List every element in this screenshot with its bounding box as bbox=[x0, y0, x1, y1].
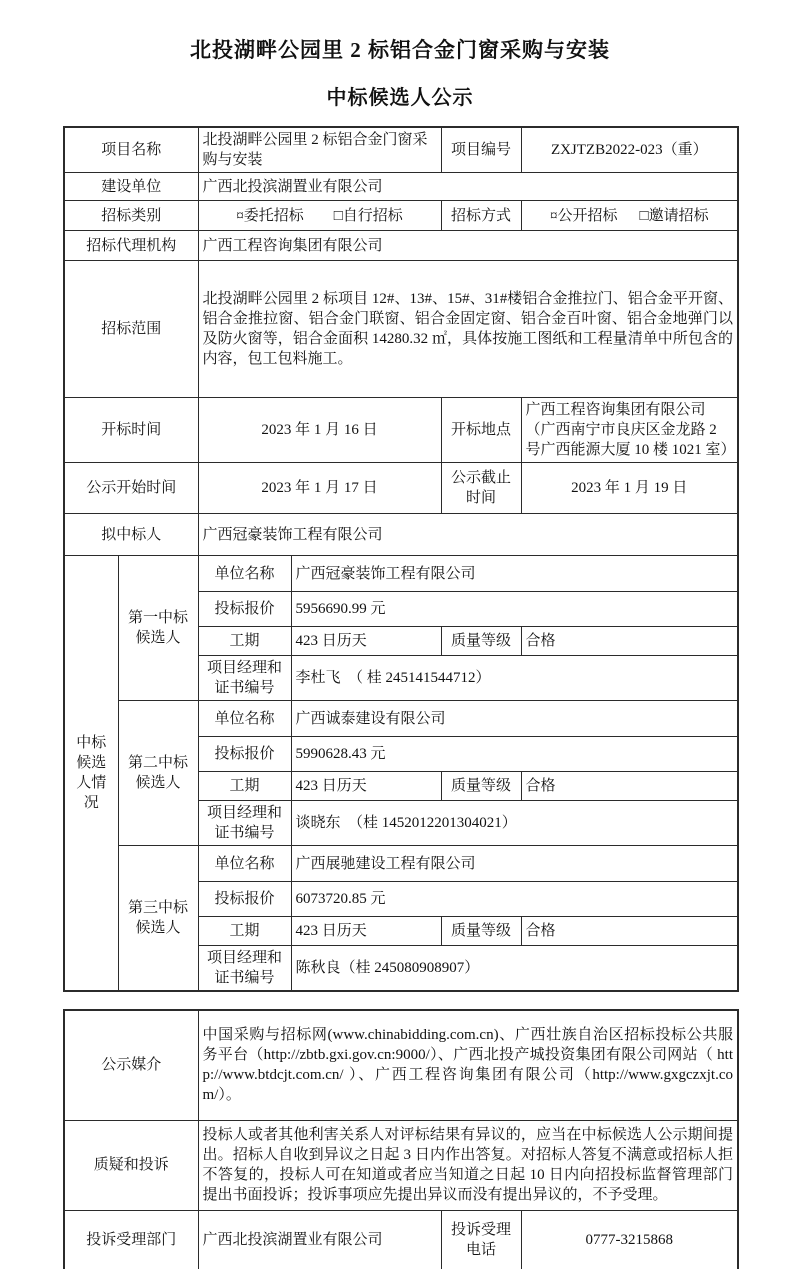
bid-method-option-1-label: 公开招标 bbox=[557, 207, 618, 224]
publicity-end-label: 公示截止时间 bbox=[441, 463, 521, 514]
open-place-value: 广西工程咨询集团有限公司（广西南宁市良庆区金龙路 2 号广西能源大厦 10 楼 1021 室） bbox=[521, 398, 738, 463]
proposed-winner-label: 拟中标人 bbox=[64, 514, 198, 556]
candidate-2-duration: 423 日历天 bbox=[291, 772, 441, 801]
bid-method-label: 招标方式 bbox=[441, 201, 521, 231]
project-no-label: 项目编号 bbox=[441, 127, 521, 173]
candidate-1-rank-label: 第一中标候选人 bbox=[118, 556, 198, 701]
company-label: 单位名称 bbox=[198, 556, 291, 592]
quality-label: 质量等级 bbox=[441, 627, 521, 656]
title-line-1: 北投湖畔公园里 2 标铝合金门窗采购与安装 bbox=[190, 38, 610, 62]
complaint-phone-value: 0777-3215868 bbox=[521, 1210, 738, 1269]
price-label: 投标报价 bbox=[198, 592, 291, 627]
quality-label: 质量等级 bbox=[441, 772, 521, 801]
candidate-2-price: 5990628.43 元 bbox=[291, 737, 738, 772]
bid-method-value bbox=[521, 201, 738, 231]
proposed-winner-value: 广西冠豪装饰工程有限公司 bbox=[198, 514, 738, 556]
objection-value: 投标人或者其他利害关系人对评标结果有异议的，应当在中标候选人公示期间提出。招标人自收到异议之日起 3 日内作出答复。对招标人答复不满意或招标人拒不答复的，投标人可在知道或者应当知道之日起 10 日内向招投标监督管理部门提出书面投诉；投诉事项应先提出异议而没有提出异议的，不予受理。 bbox=[198, 1120, 738, 1210]
scope-value: 北投湖畔公园里 2 标项目 12#、13#、15#、31#楼铝合金推拉门、铝合金平开窗、铝合金推拉窗、铝合金门联窗、铝合金固定窗、铝合金百叶窗、铝合金地弹门以及防火窗等，铝合金面积 14280.32 ㎡，具体按施工图纸和工程量清单中所包含的内容，包工包料施工。 bbox=[198, 261, 738, 398]
table-row bbox=[64, 514, 738, 556]
checkbox-checked-icon: ¤ bbox=[549, 207, 558, 224]
publicity-start-label: 公示开始时间 bbox=[64, 463, 198, 514]
title-line-2: 中标候选人公示 bbox=[326, 87, 474, 109]
checkbox-unchecked-icon: □ bbox=[639, 207, 649, 224]
media-label: 公示媒介 bbox=[64, 1010, 198, 1120]
duration-label: 工期 bbox=[198, 917, 291, 946]
publicity-start-value: 2023 年 1 月 17 日 bbox=[198, 463, 441, 514]
manager-label: 项目经理和证书编号 bbox=[198, 801, 291, 846]
candidate-2-rank-label: 第二中标候选人 bbox=[118, 701, 198, 846]
table-row bbox=[64, 201, 738, 231]
price-label: 投标报价 bbox=[198, 882, 291, 917]
bid-category-option-1 bbox=[236, 206, 304, 226]
table-row bbox=[64, 846, 738, 882]
document-title bbox=[0, 0, 800, 110]
bid-method-option-2-label: 邀请招标 bbox=[648, 207, 709, 224]
duration-label: 工期 bbox=[198, 772, 291, 801]
table-row bbox=[64, 231, 738, 261]
owner-value: 广西北投滨湖置业有限公司 bbox=[198, 173, 738, 201]
bid-info-table bbox=[63, 126, 739, 992]
quality-label: 质量等级 bbox=[441, 917, 521, 946]
candidate-3-manager: 陈秋良（桂 245080908907） bbox=[291, 946, 738, 992]
complaint-dept-value: 广西北投滨湖置业有限公司 bbox=[198, 1210, 441, 1269]
candidate-3-price: 6073720.85 元 bbox=[291, 882, 738, 917]
candidate-1-price: 5956690.99 元 bbox=[291, 592, 738, 627]
table-row bbox=[64, 173, 738, 201]
table-row bbox=[64, 701, 738, 737]
duration-label: 工期 bbox=[198, 627, 291, 656]
candidate-1-company: 广西冠豪装饰工程有限公司 bbox=[291, 556, 738, 592]
candidate-3-quality: 合格 bbox=[521, 917, 738, 946]
candidate-1-duration: 423 日历天 bbox=[291, 627, 441, 656]
project-name-value: 北投湖畔公园里 2 标铝合金门窗采购与安装 bbox=[198, 127, 441, 173]
publicity-footer-table bbox=[63, 1009, 739, 1269]
candidates-section-label: 中标候选人情况 bbox=[64, 556, 118, 992]
checkbox-unchecked-icon: □ bbox=[333, 207, 343, 224]
company-label: 单位名称 bbox=[198, 701, 291, 737]
publicity-end-value: 2023 年 1 月 19 日 bbox=[521, 463, 738, 514]
table-row bbox=[64, 127, 738, 173]
bid-category-value bbox=[198, 201, 441, 231]
complaint-dept-label: 投诉受理部门 bbox=[64, 1210, 198, 1269]
candidate-3-rank-label: 第三中标候选人 bbox=[118, 846, 198, 992]
candidate-1-manager: 李杜飞 （ 桂 245141544712） bbox=[291, 656, 738, 701]
bid-method-option-2 bbox=[640, 206, 709, 226]
objection-label: 质疑和投诉 bbox=[64, 1120, 198, 1210]
manager-label: 项目经理和证书编号 bbox=[198, 656, 291, 701]
agency-value: 广西工程咨询集团有限公司 bbox=[198, 231, 738, 261]
candidate-2-quality: 合格 bbox=[521, 772, 738, 801]
project-no-value: ZXJTZB2022-023（重） bbox=[521, 127, 738, 173]
checkbox-checked-icon: ¤ bbox=[236, 207, 244, 224]
table-row bbox=[64, 398, 738, 463]
media-value: 中国采购与招标网(www.chinabidding.com.cn)、广西壮族自治区招标投标公共服务平台（http://zbtb.gxi.gov.cn:9000/）、广西北投产城投资集团有限公司网站（ http://www.btdcjt.com.cn/ ）、广西工程咨询集团有限公司（http://www.gxgczxjt.com/）。 bbox=[198, 1010, 738, 1120]
agency-label: 招标代理机构 bbox=[64, 231, 198, 261]
open-time-label: 开标时间 bbox=[64, 398, 198, 463]
open-place-label: 开标地点 bbox=[441, 398, 521, 463]
bid-category-option-2 bbox=[334, 206, 403, 226]
candidate-2-manager: 谈晓东 （桂 1452012201304021） bbox=[291, 801, 738, 846]
project-name-label: 项目名称 bbox=[64, 127, 198, 173]
table-row bbox=[64, 1120, 738, 1210]
owner-label: 建设单位 bbox=[64, 173, 198, 201]
table-row bbox=[64, 261, 738, 398]
manager-label: 项目经理和证书编号 bbox=[198, 946, 291, 992]
table-row bbox=[64, 1010, 738, 1120]
open-time-value: 2023 年 1 月 16 日 bbox=[198, 398, 441, 463]
bid-category-label: 招标类别 bbox=[64, 201, 198, 231]
table-row bbox=[64, 1210, 738, 1269]
candidate-1-quality: 合格 bbox=[521, 627, 738, 656]
bid-category-option-2-label: 自行招标 bbox=[342, 207, 403, 224]
candidate-3-duration: 423 日历天 bbox=[291, 917, 441, 946]
table-row bbox=[64, 463, 738, 514]
bid-category-option-1-label: 委托招标 bbox=[243, 207, 304, 224]
scope-label: 招标范围 bbox=[64, 261, 198, 398]
bid-method-option-1 bbox=[550, 206, 618, 226]
candidate-2-company: 广西诚泰建设有限公司 bbox=[291, 701, 738, 737]
candidate-3-company: 广西展驰建设工程有限公司 bbox=[291, 846, 738, 882]
table-row bbox=[64, 556, 738, 592]
company-label: 单位名称 bbox=[198, 846, 291, 882]
price-label: 投标报价 bbox=[198, 737, 291, 772]
complaint-phone-label: 投诉受理电话 bbox=[441, 1210, 521, 1269]
